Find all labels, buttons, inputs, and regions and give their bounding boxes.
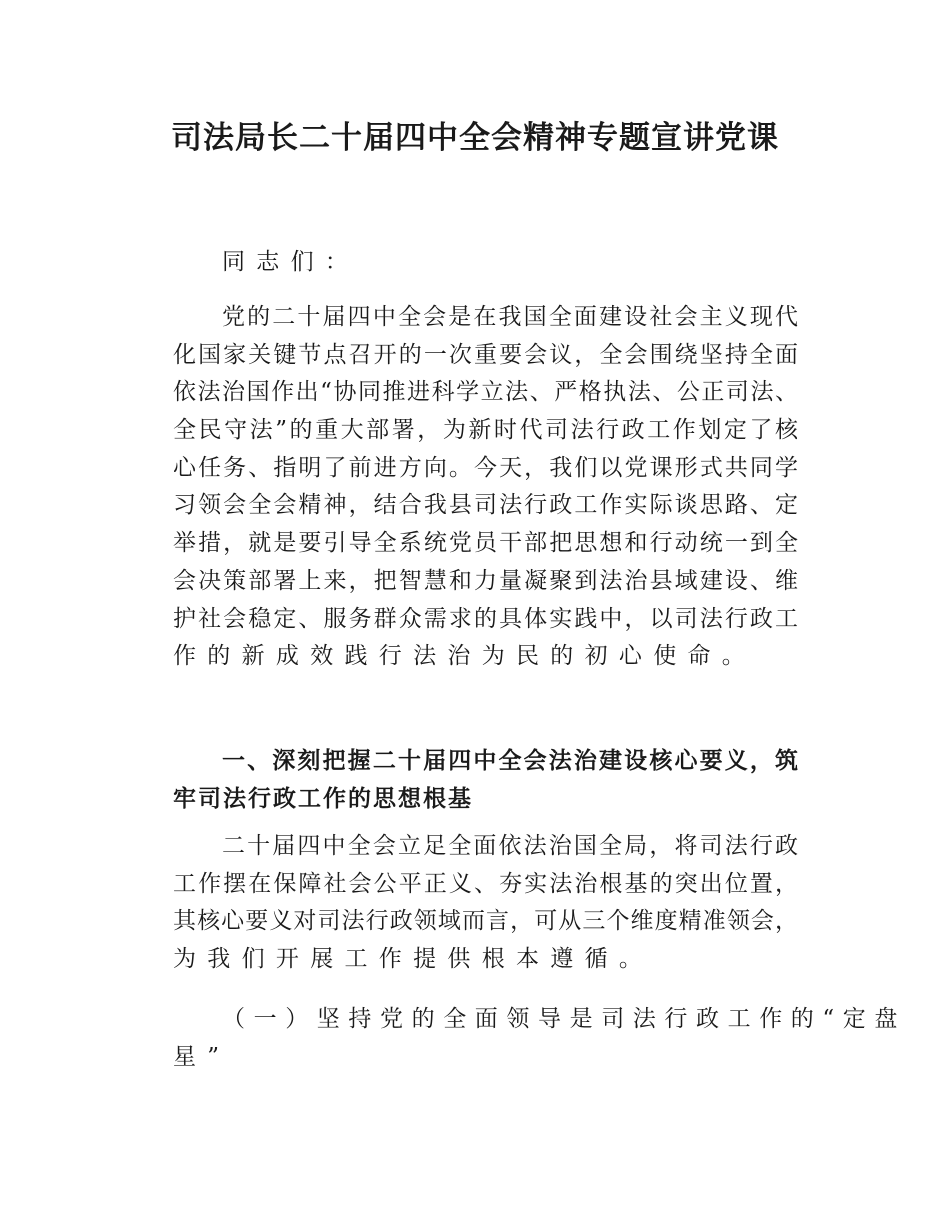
greeting-line: 同志们： — [222, 249, 360, 275]
subheading-line: （一）坚持党的全面领导是司法行政工作的“定盘 — [222, 1006, 906, 1032]
text-line: 党的二十届四中全会是在我国全面建设社会主义现代 — [222, 304, 798, 330]
text-line: 二十届四中全会立足全面依法治国全局，将司法行政 — [222, 833, 798, 859]
text-line: 心任务、指明了前进方向。今天，我们以党课形式共同学 — [173, 454, 798, 481]
section-heading-1 — [173, 743, 798, 818]
paragraph-section-1 — [173, 828, 798, 979]
text-line: 护社会稳定、服务群众需求的具体实践中，以司法行政工 — [173, 605, 798, 632]
text-line: 作的新成效践行法治为民的初心使命。 — [173, 643, 757, 670]
subheading-1 — [173, 1001, 906, 1076]
text-line: 化国家关键节点召开的一次重要会议，全会围绕坚持全面 — [173, 341, 798, 368]
text-line: 为我们开展工作提供根本遵循。 — [173, 946, 654, 973]
text-line: 全民守法”的重大部署，为新时代司法行政工作划定了核 — [173, 417, 798, 444]
text-line: 举措，就是要引导全系统党员干部把思想和行动统一到全 — [173, 530, 798, 557]
subheading-line: 星” — [173, 1043, 231, 1070]
text-line: 会决策部署上来，把智慧和力量凝聚到法治县域建设、维 — [173, 567, 798, 594]
heading-line: 牢司法行政工作的思想根基 — [173, 785, 473, 812]
document-title: 司法局长二十届四中全会精神专题宣讲党课 — [171, 120, 779, 156]
heading-line: 一、深刻把握二十届四中全会法治建设核心要义，筑 — [222, 748, 798, 774]
text-line: 工作摆在保障社会公平正义、夯实法治根基的突出位置， — [173, 870, 798, 897]
paragraph-intro — [173, 299, 798, 676]
text-line: 习领会全会精神，结合我县司法行政工作实际谈思路、定 — [173, 492, 798, 519]
greeting — [173, 244, 798, 282]
text-line: 其核心要义对司法行政领域而言，可从三个维度精准领会， — [173, 908, 798, 935]
text-line: 依法治国作出“协同推进科学立法、严格执法、公正司法、 — [173, 379, 798, 406]
